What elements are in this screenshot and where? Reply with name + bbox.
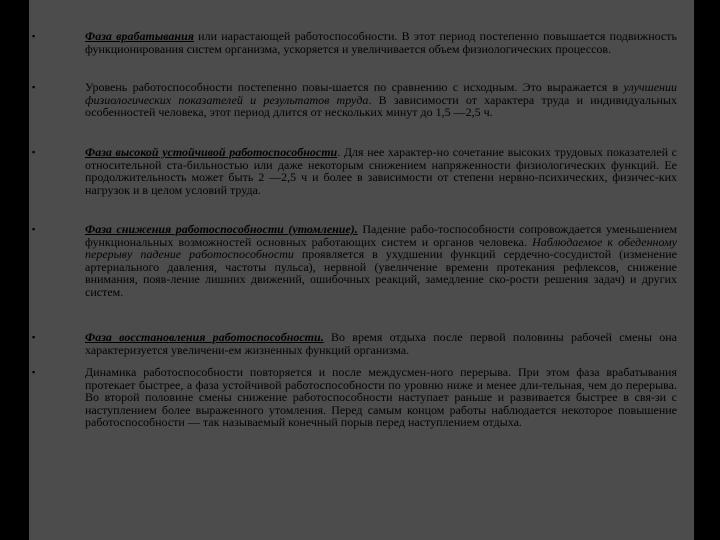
phase-heading: Фаза восстановления работоспособности.	[85, 330, 324, 344]
list-item	[32, 145, 677, 197]
bullet-icon: ▪	[32, 82, 36, 92]
bullet-icon: ▪	[32, 147, 36, 157]
body-text: Падение рабо-тоспособности сопровождается уменьшением функциональных возможностей основных работающих систем и органов человека.	[85, 222, 678, 249]
body-text: проявляется в ухудшении функций сердечно-сосудистой (изменение артериального давления, частоты пульса), нервной (увеличение времени протекания рефлексов, снижение внимания, появ-ление лишних движений, ошибочных реакций, замедление ско-рости решения задач) и других систем.	[85, 247, 677, 299]
list-item	[32, 29, 677, 56]
bullet-icon: ▪	[32, 367, 36, 377]
phase-heading: Фаза врабатывания	[85, 29, 194, 43]
bullet-icon: ▪	[32, 332, 36, 342]
body-text: Уровень работоспособности постепенно повы-шается по сравнению с исходным. Это выражается в	[85, 80, 624, 94]
phase-heading: Фаза снижения работоспособности (утомление).	[85, 222, 358, 236]
body-text: . В зависимости от характера труда и индивидуальных особенностей человека, этот период длится от нескольких минут до 1,5 —2,5 ч.	[85, 92, 677, 120]
emphasis-text: улучшении физиологических показателей и результатов труда	[85, 80, 677, 107]
slide-background	[29, 0, 694, 540]
body-text: Во время отдыха после первой половины рабочей смены она характеризуется увеличени-ем жизненных функций организма.	[85, 330, 677, 357]
bullet-icon: ▪	[32, 31, 36, 41]
list-item	[32, 222, 678, 299]
list-item	[32, 330, 677, 357]
body-text: . Для нее характер-но сочетание высоких трудовых показателей с относительной ста-бильностью или даже некоторым снижением напряженности физиологических функций. Ее продолжительность может быть 2 —2,5 ч и более в зависимости от степени нервно-психических, физичес-ких нагрузок и в целом условий труда.	[85, 145, 677, 197]
list-item	[32, 365, 677, 430]
bullet-icon: ▪	[32, 224, 36, 234]
body-text: или нарастающей работоспособности. В этот период постепенно повышается подвижность функционирования систем организма, ускоряется и увеличивается объем физиологических процессов.	[85, 29, 677, 56]
emphasis-text: Наблюдаемое к обеденному перерыву падение работоспособности	[85, 234, 678, 262]
body-text: Динамика работоспособности повторяется и после междусмен-ного перерыва. При этом фаза врабатывания протекает быстрее, а фаза устойчивой работоспособности по уровню ниже и менее дли-тельная, чем до перерыва. Во второй половине смены снижение работоспособности наступает раньше и развивается быстрее в свя-зи с наступлением более выраженного утомления. Перед самым концом работы наблюдается некоторое повышение работоспособности — так называемый конечный порыв перед наступлением отдыха.	[85, 365, 677, 430]
list-item	[32, 80, 677, 120]
phase-heading: Фаза высокой устойчивой работоспособности	[85, 145, 338, 159]
